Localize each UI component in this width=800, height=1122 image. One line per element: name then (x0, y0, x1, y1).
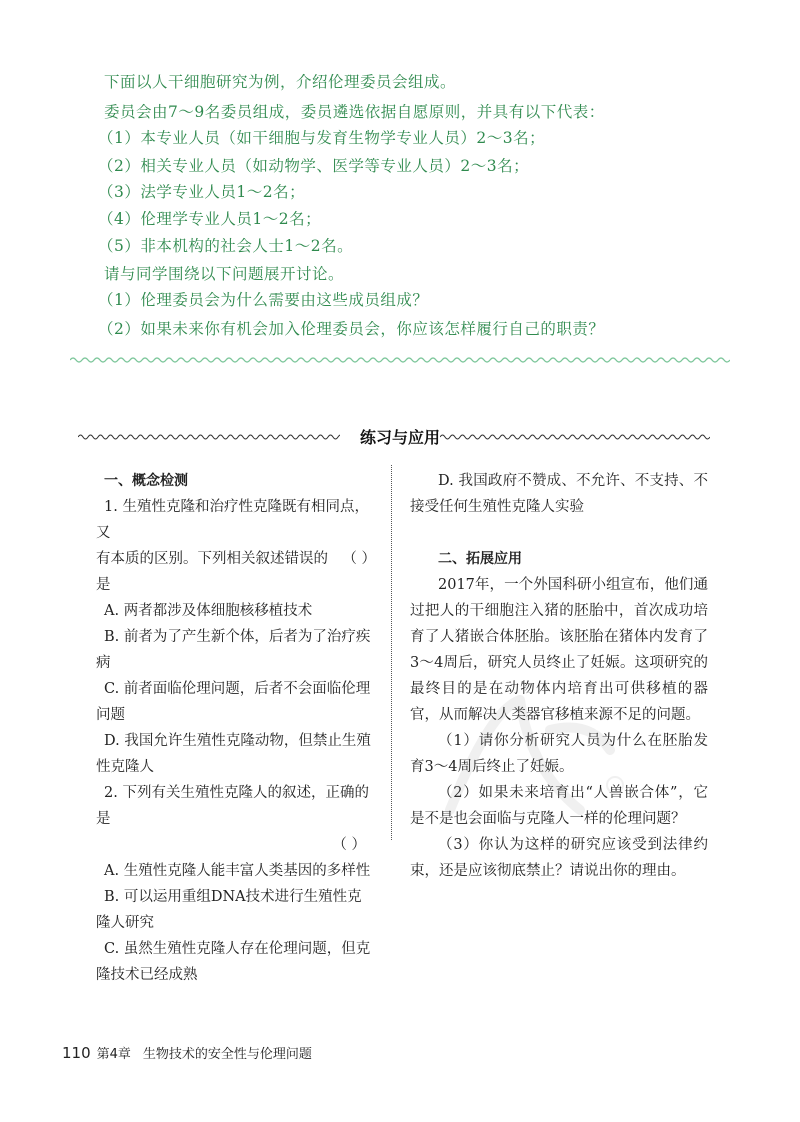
extension-heading: 二、拓展应用 (438, 551, 522, 567)
extension-question-2: （2）如果未来培育出“人兽嵌合体”，它是不是也会面临与克隆人一样的伦理问题？ (410, 785, 708, 827)
q2-answer-bracket: （ ） (332, 837, 366, 853)
extension-question-1: （1）请你分析研究人员为什么在胚胎发育3～4周后终止了妊娠。 (410, 733, 708, 775)
activity-line-10: （2）如果未来你有机会加入伦理委员会，你应该怎样履行自己的职责？ (98, 320, 605, 338)
q1-option-a: A. 两者都涉及体细胞核移植技术 (104, 603, 313, 619)
q2-option-a: A. 生殖性克隆人能丰富人类基因的多样性 (104, 863, 371, 879)
q2-option-b: B. 可以运用重组DNA技术进行生殖性克隆人研究 (96, 889, 362, 931)
q1-stem-line1: 1. 生殖性克隆和治疗性克隆既有相同点，又 (96, 499, 369, 541)
activity-line-7: （5）非本机构的社会人士1～2名。 (98, 237, 354, 255)
activity-line-4: （2）相关专业人员（如动物学、医学等专业人员）2～3名； (98, 157, 530, 175)
activity-line-5: （3）法学专业人员1～2名； (98, 183, 306, 201)
activity-line-2: 委员会由7～9名委员组成，委员遴选依据自愿原则，并具有以下代表： (104, 103, 605, 121)
section-title: 练习与应用 (359, 428, 440, 447)
extension-question-3: （3）你认为这样的研究应该受到法律约束，还是应该彻底禁止？请说出你的理由。 (410, 837, 708, 879)
left-column (96, 468, 376, 988)
q1-option-b: B. 前者为了产生新个体，后者为了治疗疾病 (96, 629, 371, 671)
q1-option-d: D. 我国允许生殖性克隆动物，但禁止生殖性克隆人 (96, 733, 371, 775)
activity-line-3: （1）本专业人员（如干细胞与发育生物学专业人员）2～3名； (98, 129, 546, 147)
heading-wave-right (440, 432, 710, 442)
chapter-title: 生物技术的安全性与伦理问题 (142, 1047, 312, 1062)
activity-wave-divider (70, 355, 730, 365)
q2-stem: 2. 下列有关生殖性克隆人的叙述，正确的是 (96, 785, 369, 827)
page-number: 110 (62, 1044, 91, 1062)
publisher-watermark (430, 690, 630, 830)
extension-paragraph: 2017年，一个外国科研小组宣布，他们通过把人的干细胞注入猪的胚胎中，首次成功培育了人猪嵌合体胚胎。该胚胎在猪体内发育了3～4周后，研究人员终止了妊娠。这项研究的最终目的是在动物体内培育出可供移植的器官，从而解决人类器官移植来源不足的问题。 (410, 577, 708, 723)
spacer (410, 520, 708, 546)
q2-option-d: D. 我国政府不赞成、不允许、不支持、不接受任何生殖性克隆人实验 (410, 473, 708, 515)
q1-answer-bracket: （ ） (342, 551, 377, 567)
concept-check-heading: 一、概念检测 (104, 473, 188, 489)
page-footer (62, 1043, 312, 1062)
activity-line-9: （1）伦理委员会为什么需要由这些成员组成？ (98, 291, 429, 309)
q1-stem-text: 有本质的区别。下列相关叙述错误的是 (96, 551, 328, 593)
activity-line-6: （4）伦理学专业人员1～2名； (98, 210, 322, 228)
q1-option-c: C. 前者面临伦理问题，后者不会面临伦理问题 (96, 681, 371, 723)
q2-option-c: C. 虽然生殖性克隆人存在伦理问题，但克隆技术已经成熟 (96, 941, 371, 983)
chapter-label: 第4章 (96, 1047, 131, 1062)
activity-line-1: 下面以人干细胞研究为例，介绍伦理委员会组成。 (104, 73, 457, 91)
activity-line-8: 请与同学围绕以下问题展开讨论。 (104, 265, 345, 283)
q1-stem-line2 (96, 546, 376, 598)
column-divider (391, 465, 392, 840)
